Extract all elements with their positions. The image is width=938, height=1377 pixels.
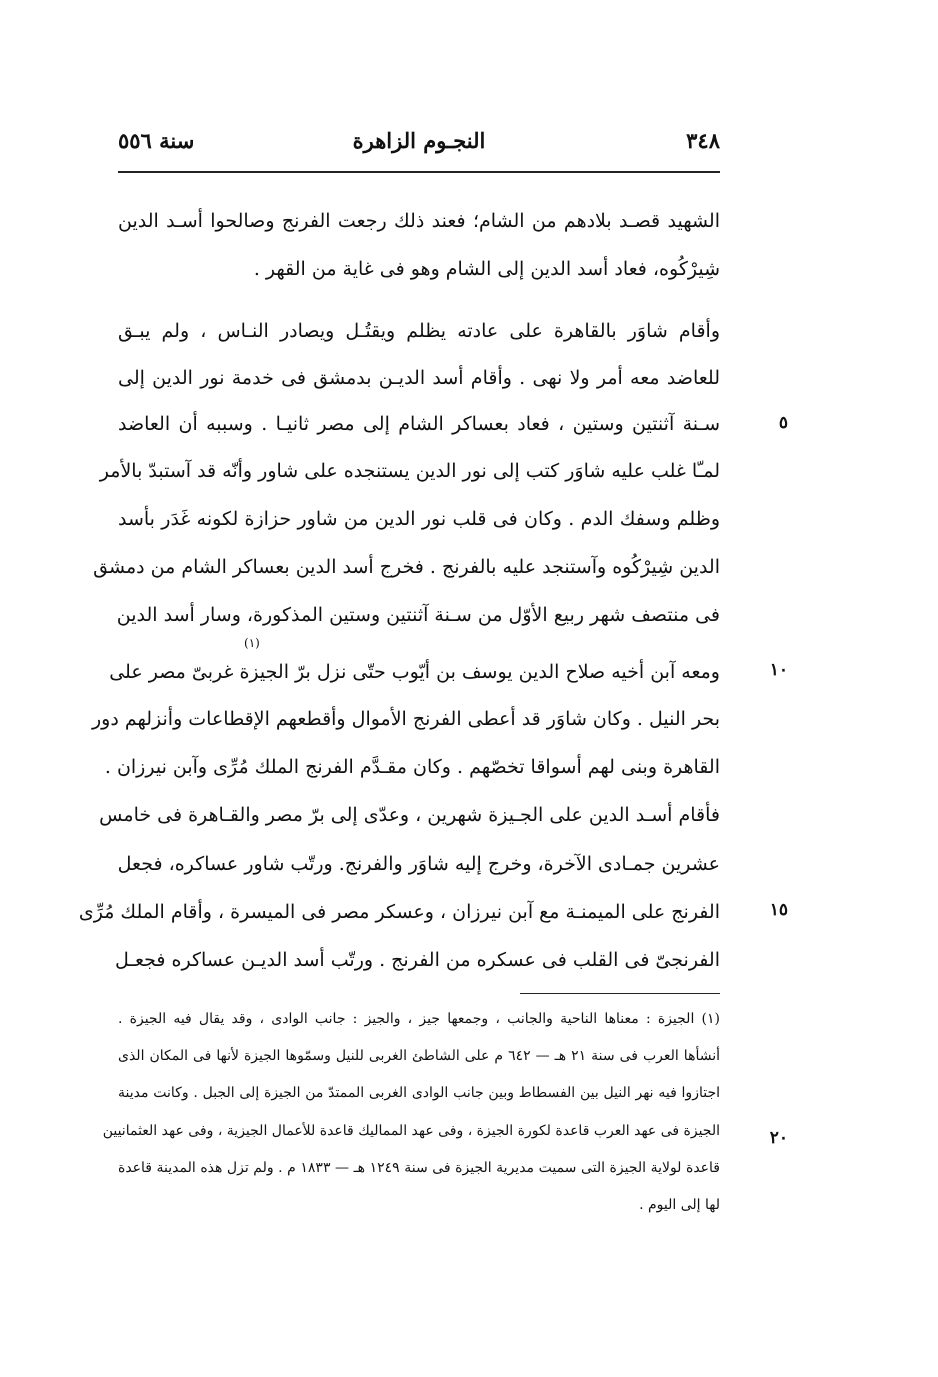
- footnote-line: الجيزة فى عهد العرب قاعدة لكورة الجيزة ، وفى عهد المماليك قاعدة للأعمال الجيزية ، وفى عهد العثمانيين: [102, 1123, 720, 1139]
- text-line: سـنة آثنتين وستين ، فعاد بعساكر الشام إلى مصر ثانيـا . وسببه أن العاضد: [118, 413, 720, 435]
- text-line: ومعه آبن أخيه صلاح الدين يوسف بن أيّوب حتّى نزل برّ الجيزة غربىّ مصر على: [109, 661, 720, 683]
- running-header: [118, 124, 720, 164]
- line-marker: ٥: [778, 413, 788, 433]
- footnote-line: لها إلى اليوم .: [639, 1197, 720, 1213]
- text-line: فأقام أسـد الدين على الجـيزة شهرين ، وعدّى إلى برّ مصر والقـاهرة فى خامس: [99, 804, 720, 826]
- footnote-line: أنشأها العرب فى سنة ٢١ هـ — ٦٤٢ م على الشاطئ الغربى للنيل وسمّوها الجيزة لأنها فى المكان الذى: [118, 1048, 720, 1064]
- footnote-line: قاعدة لولاية الجيزة التى سميت مديرية الجيزة فى سنة ١٢٤٩ هـ — ١٨٣٣ م . ولم تزل هذه المدينة قاعدة: [118, 1160, 720, 1176]
- text-line: الشهيد قصـد بلادهم من الشام؛ فعند ذلك رجعت الفرنج وصالحوا أسـد الدين: [118, 210, 720, 232]
- line-marker: ٢٠: [769, 1128, 788, 1148]
- text-line: فى منتصف شهر ربيع الأوّل من سـنة آثنتين وستين المذكورة، وسار أسد الدين: [116, 604, 720, 626]
- text-line: الفرنج على الميمنـة مع آبن نيرزان ، وعسكر مصر فى الميسرة ، وأقام الملك مُرِّى: [78, 901, 720, 923]
- year-label: سنة ٥٥٦: [118, 128, 195, 153]
- text-line: عشرين جمـادى الآخرة، وخرج إليه شاوَر والفرنج. ورتّب شاور عساكره، فجعل: [117, 853, 720, 875]
- footnote-line: اجتازوا فيه نهر النيل بين الفسطاط وبين جانب الوادى الغربى الممتدّ من الجيزة إلى الجبل . وكانت مدينة: [118, 1085, 720, 1101]
- footnote-rule: [520, 993, 720, 994]
- footnote-line: (١) الجيزة : معناها الناحية والجانب ، وجمعها جيز ، والجيز : جانب الوادى ، وقد يقال فيه الجيزة .: [118, 1011, 720, 1027]
- footnote-reference: (١): [244, 636, 260, 650]
- text-line: القاهرة وبنى لهم أسواقا تخصّهم . وكان مقـدَّم الفرنج الملك مُرِّى وآبن نيرزان .: [104, 756, 720, 778]
- text-line: الدين شِيرْكُوه وآستنجد عليه بالفرنج . فخرج أسد الدين بعساكر الشام من دمشق: [93, 556, 720, 578]
- text-line: لمـّا غلب عليه شاوَر كتب إلى نور الدين يستنجده على شاور وأنّه قد آستبدّ بالأمر: [99, 460, 720, 482]
- book-title: النجـوم الزاهرة: [352, 128, 486, 153]
- text-line: للعاضد معه أمر ولا نهى . وأقام أسد الديـن بدمشق فى خدمة نور الدين إلى: [118, 367, 720, 389]
- text-line: شِيرْكُوه، فعاد أسد الدين إلى الشام وهو فى غاية من القهر .: [253, 258, 720, 280]
- text-line: وأقام شاوَر بالقاهرة على عادته يظلم ويقتُـل ويصادر النـاس ، ولم يبـق: [118, 320, 720, 342]
- header-rule: [118, 171, 720, 173]
- line-marker: ١٥: [769, 900, 788, 920]
- line-marker: ١٠: [769, 660, 788, 680]
- text-line: وظلم وسفك الدم . وكان فى قلب نور الدين من شاور حزازة لكونه غَدَر بأسد: [118, 508, 720, 530]
- text-line: الفرنجىّ فى القلب فى عسكره من الفرنج . ورتّب أسد الديـن عساكره فجعـل: [115, 949, 720, 971]
- text-line: بحر النيل . وكان شاوَر قد أعطى الفرنج الأموال وأقطعهم الإقطاعات وأنزلهم دور: [91, 708, 720, 730]
- page-number: ٣٤٨: [686, 128, 720, 153]
